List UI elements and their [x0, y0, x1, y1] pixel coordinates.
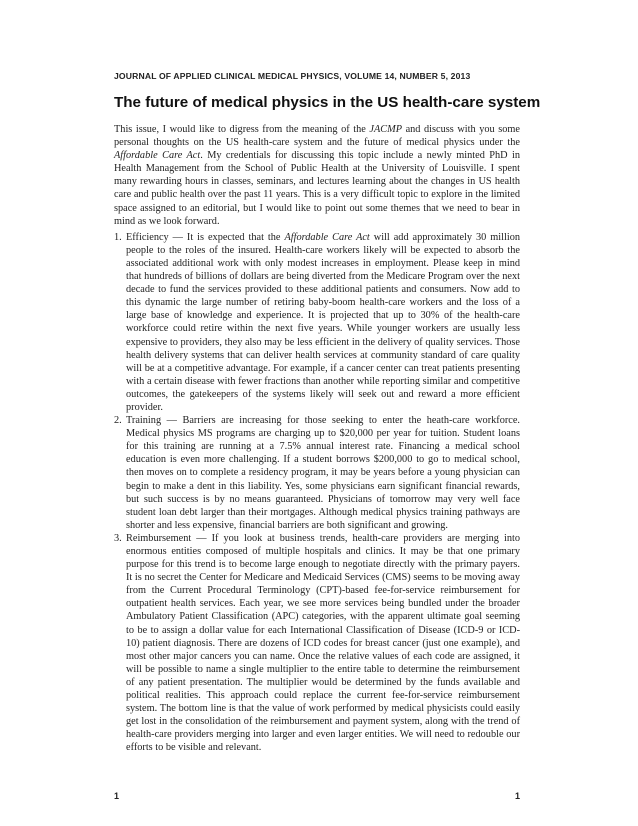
list-item-reimbursement — [114, 532, 520, 755]
list-item-number: 1. — [114, 231, 122, 243]
list-item-text: Reimbursement — If you look at business trends, health-care providers are merging into enormous entities composed of multiple hospitals and clinics. It may be that one primary purpose for this trend is to become large enough to negotiate directly with the primary payers. It is no secret the Center for Medicare and Medicaid Services (CMS) seems to be moving away from the Current Procedural Terminology (CPT)-based fee-for-service reimbursement for outpatient health services. Each year, we see more services being bundled under the broader Ambulatory Patient Classification (APC) categories, with the apparent ultimate goal seeming to be to assign a dollar value for each International Classification of Disease (ICD-9 or ICD-10) patient diagnosis. There are dozens of ICD codes for breast cancer (just one example), and most other major cancers you can name. Once the relative values of each code are assigned, it will be possible to name a single multiplier to the entire table to determine the reimbursement of any patient presentation. The multiplier would be determined by the funds available and political realities. This approach could replace the current fee-for-service reimbursement system. The bottom line is that the value of work performed by medical physicists could easily get lost in the consolidation of the reimbursement and payment system, along with the trend of health-care providers merging into larger and even larger entities. We will need to redouble our efforts to be visible and relevant. — [126, 532, 520, 754]
list-item-act-name: Affordable Care Act — [284, 231, 370, 243]
running-head: JOURNAL OF APPLIED CLINICAL MEDICAL PHYSICS, VOLUME 14, NUMBER 5, 2013 — [114, 71, 471, 81]
intro-act-name: Affordable Care Act — [114, 150, 201, 162]
intro-text-3: . My credentials for discussing this topic include a newly minted PhD in Health Management from the School of Public Health at the University of Louisville. I spent many rewarding hours in classes, seminars, and lectures learning about the changes in US health care and public health over the past 11 years. This is a very difficult topic to explore in the limited space assigned to an editorial, but I would like to point out some themes that we need to bear in mind as we look forward. — [114, 150, 520, 227]
intro-journal-name: JACMP — [369, 124, 402, 135]
themes-list — [114, 231, 520, 755]
list-item-efficiency — [114, 231, 520, 414]
intro-text-1: This issue, I would like to digress from the meaning of the — [114, 124, 370, 135]
intro-paragraph — [114, 123, 520, 228]
page-number-left: 1 — [114, 791, 120, 801]
article-title: The future of medical physics in the US health-care system — [114, 94, 541, 111]
intro-text-2: and discuss with you some personal thoughts on the US health-care system and the future of medical physics under the — [114, 124, 520, 149]
article-body — [114, 123, 520, 755]
list-item-number: 3. — [114, 532, 122, 544]
list-item-number: 2. — [114, 415, 122, 427]
page-number-right: 1 — [514, 791, 520, 801]
list-item-training — [114, 414, 520, 532]
list-item-text: will add approximately 30 million people to the roles of the insured. Health-care workers likely will be expected to absorb the associated additional work with only modest increases in employment. Please keep in mind that hundreds of billions of dollars are being diverted from the Medicare Program over the next decade to fund the services provided to these additional patients and consumers. Now add to this dynamic the large number of retiring baby-boom health-care workers and the loss of a large base of knowledge and experience. It is projected that up to 30% of the health-care workforce could retire within the next five years. While younger workers are usually less expensive to providers, they also may be less efficient in the delivery of quality services. Those health delivery systems that can deliver health services at community standard of care quality will be at a competitive advantage. For example, if a cancer center can treat patients presenting with a certain disease with fewer fractions than another while reporting similar and competitive outcomes, the gatekeepers of the systems likely will seek out and reward a more efficient provider. — [126, 231, 520, 413]
list-item-text: Efficiency — It is expected that the — [126, 231, 285, 243]
list-item-text: Training — Barriers are increasing for those seeking to enter the heath-care workforce. Medical physics MS programs are charging up to $20,000 per year for tuition. Student loans for this training are running at a 7.5% annual interest rate. Financing a medical school education is even more challenging. If a student borrows $200,000 to go to medical school, then moves on to complete a residency program, it may be years before a young physician can begin to make a dent in this liability. Yes, some physicians earn significant financial rewards, but such success is by no means guaranteed. Physicians of tomorrow may very well face student loan debt larger than their mortgages. Although medical physics training pathways are shorter and less expensive, financial barriers are both significant and growing. — [126, 415, 520, 531]
